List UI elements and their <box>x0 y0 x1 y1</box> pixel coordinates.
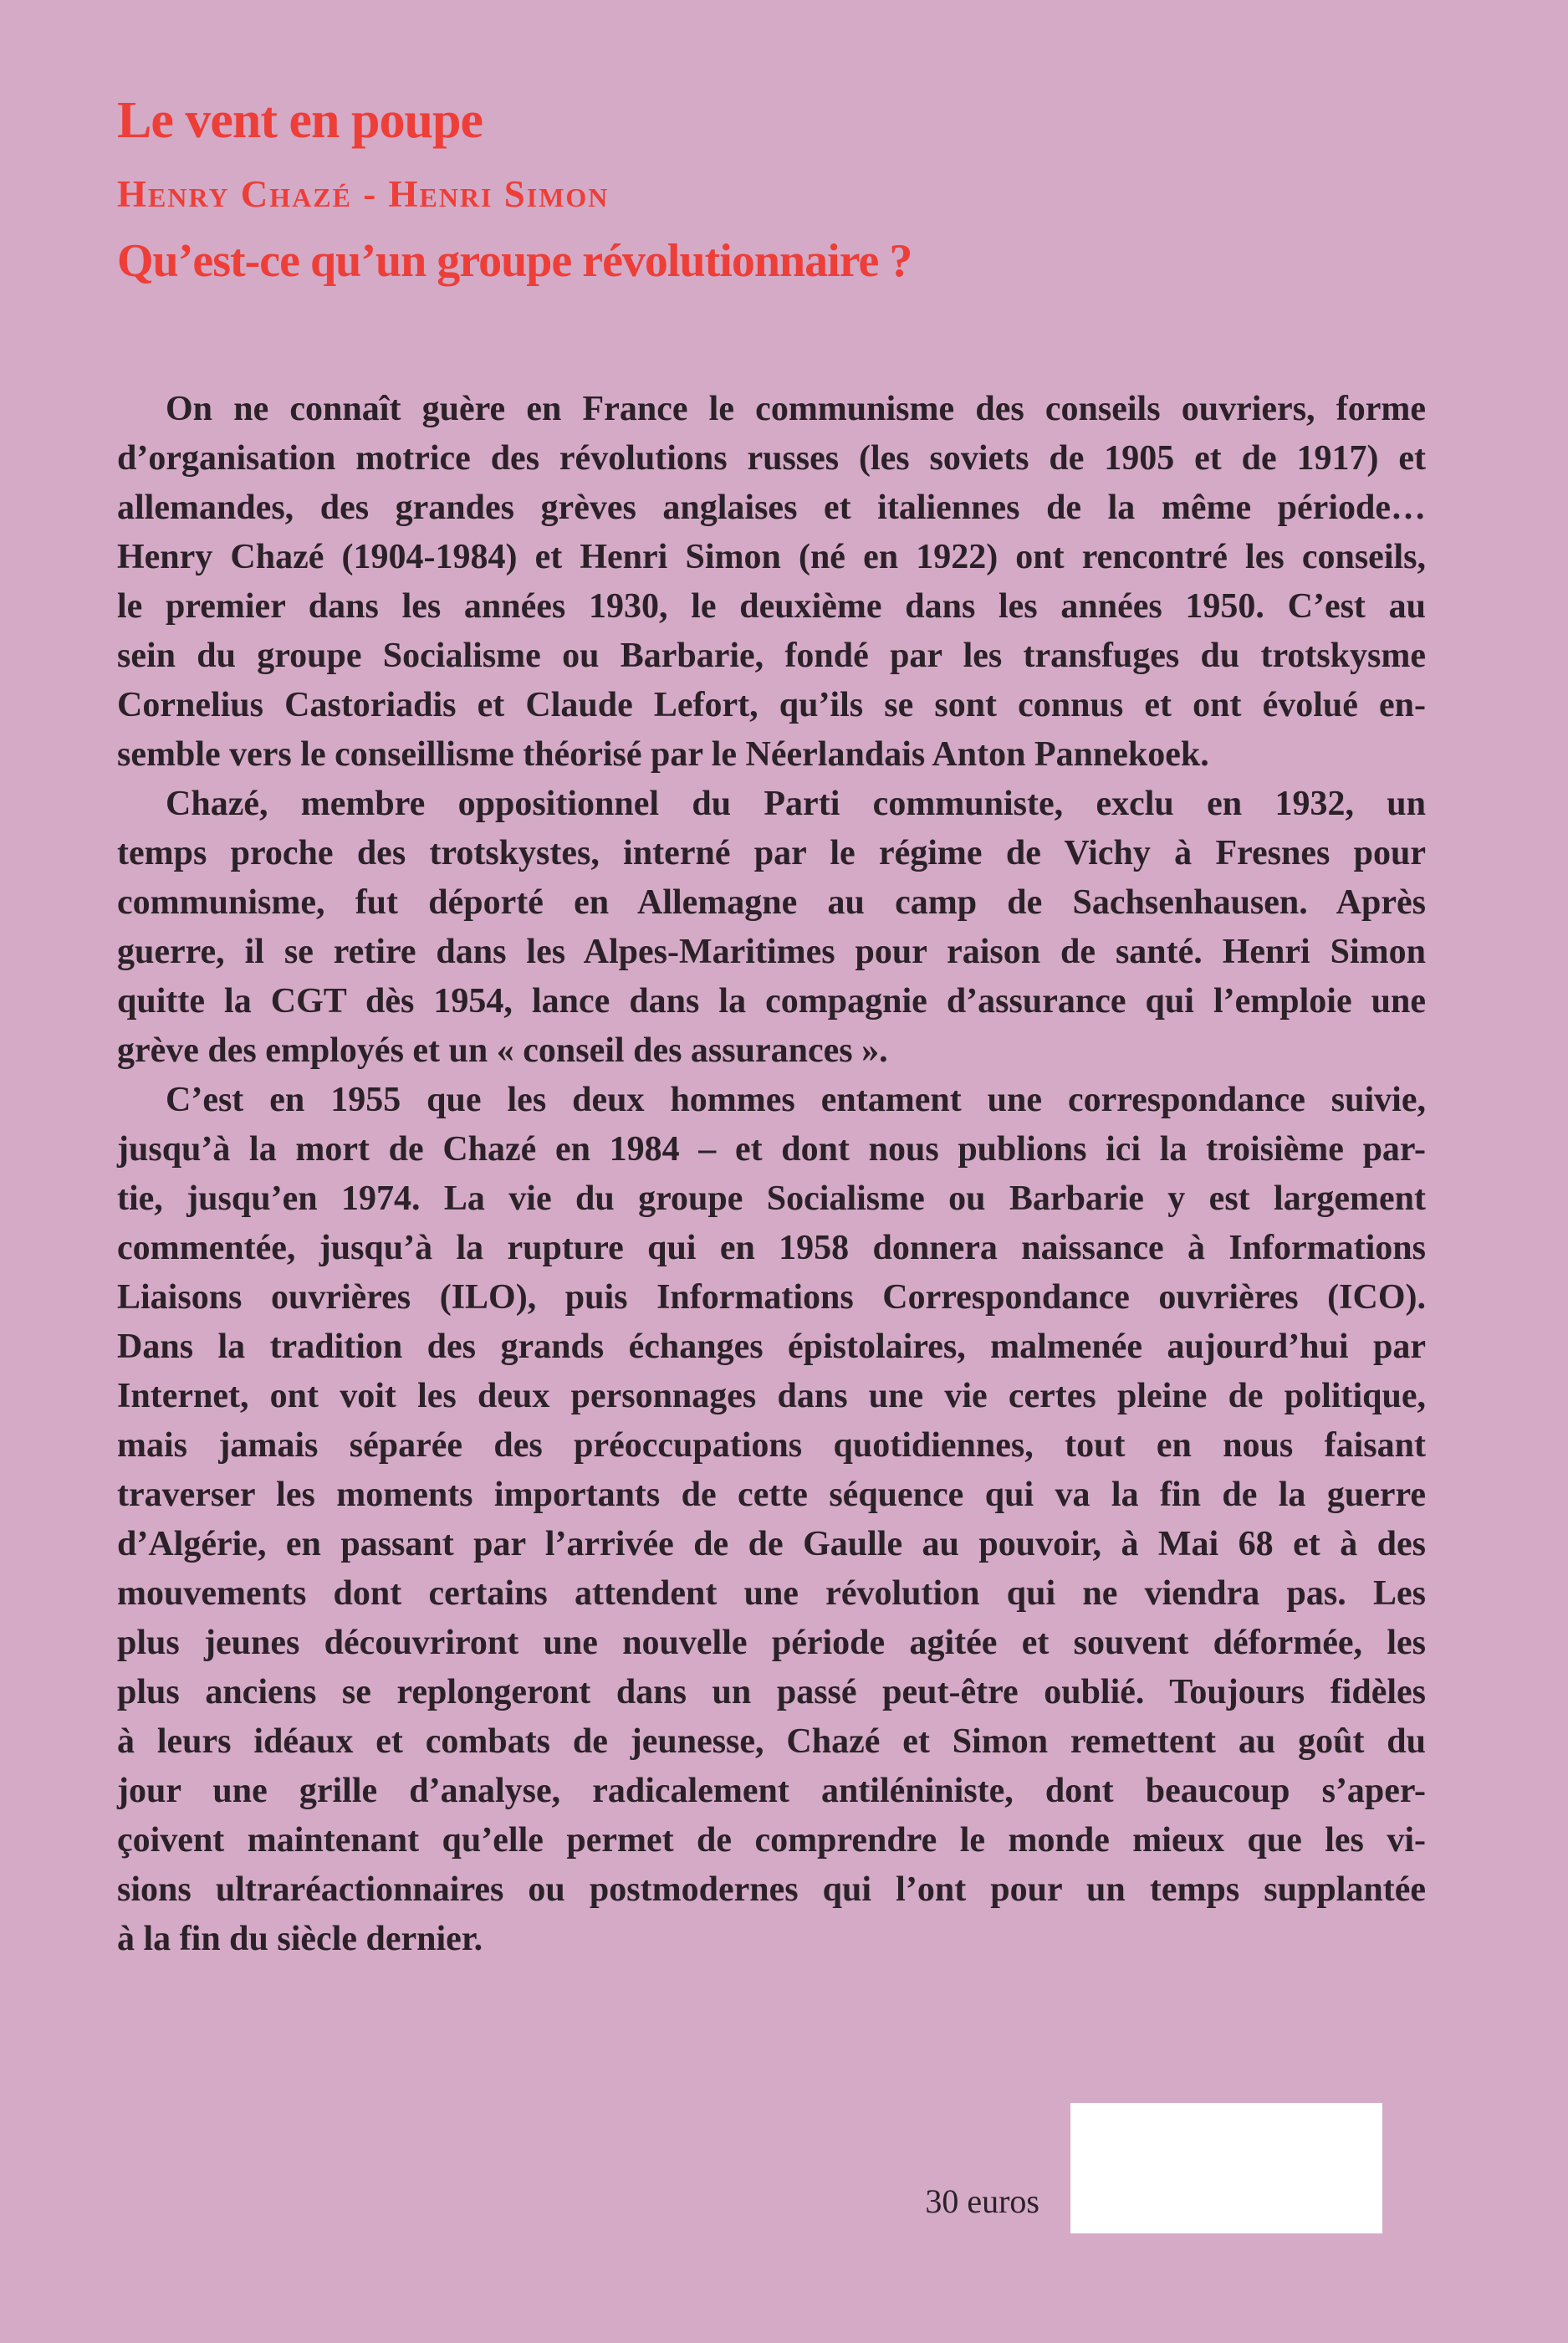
book-title: Le vent en poupe <box>117 92 483 149</box>
body-text-line: Cornelius Castoriadis et Claude Lefort, qu’ils se sont connus et ont évolué en- <box>117 686 1426 724</box>
body-text-line: Chazé, membre oppositionnel du Parti communiste, exclu en 1932, un <box>166 785 1426 823</box>
body-text-line: à la fin du siècle dernier. <box>117 1920 483 1958</box>
body-text-line: allemandes, des grandes grèves anglaises et italiennes de la même période… <box>117 489 1426 527</box>
body-text-line: Dans la tradition des grands échanges épistolaires, malmenée aujourd’hui par <box>117 1328 1426 1366</box>
body-text-line: le premier dans les années 1930, le deuxième dans les années 1950. C’est au <box>117 587 1426 626</box>
body-text-line: traverser les moments importants de cette séquence qui va la fin de la guerre <box>117 1476 1426 1514</box>
body-text-line: Liaisons ouvrières (ILO), puis Informations Correspondance ouvrières (ICO). <box>117 1278 1426 1317</box>
book-subtitle: Qu’est-ce qu’un groupe révolutionnaire ? <box>117 235 912 287</box>
price-label: 30 euros <box>925 2182 1039 2220</box>
body-text-line: temps proche des trotskystes, interné par le régime de Vichy à Fresnes pour <box>117 834 1426 872</box>
body-text-line: çoivent maintenant qu’elle permet de comprendre le monde mieux que les vi- <box>117 1821 1426 1860</box>
body-text-line: d’Algérie, en passant par l’arrivée de de Gaulle au pouvoir, à Mai 68 et à des <box>117 1525 1426 1563</box>
body-text-line: à leurs idéaux et combats de jeunesse, Chazé et Simon remettent au goût du <box>117 1722 1426 1761</box>
book-authors: Henry Chazé - Henri Simon <box>117 173 610 215</box>
body-text-line: mouvements dont certains attendent une révolution qui ne viendra pas. Les <box>117 1574 1426 1613</box>
body-text-line: commentée, jusqu’à la rupture qui en 1958 donnera naissance à Informations <box>117 1229 1426 1267</box>
body-text-line: tie, jusqu’en 1974. La vie du groupe Socialisme ou Barbarie y est largement <box>117 1179 1426 1218</box>
body-text-line: C’est en 1955 que les deux hommes entament une correspondance suivie, <box>166 1081 1426 1119</box>
body-text-line: d’organisation motrice des révolutions russes (les soviets de 1905 et de 1917) et <box>117 439 1426 478</box>
body-text-line: mais jamais séparée des préoccupations quotidiennes, tout en nous faisant <box>117 1426 1426 1465</box>
body-text-line: sein du groupe Socialisme ou Barbarie, fondé par les transfuges du trotskysme <box>117 637 1426 675</box>
body-text-line: communisme, fut déporté en Allemagne au camp de Sachsenhausen. Après <box>117 883 1426 922</box>
body-text-line: sions ultraréactionnaires ou postmodernes qui l’ont pour un temps supplantée <box>117 1870 1426 1909</box>
body-text-line: grève des employés et un « conseil des assurances ». <box>117 1031 888 1070</box>
body-text-line: plus anciens se replongeront dans un passé peut-être oublié. Toujours fidèles <box>117 1673 1426 1711</box>
body-text-line: quitte la CGT dès 1954, lance dans la compagnie d’assurance qui l’emploie une <box>117 982 1426 1021</box>
body-text <box>117 385 1426 1964</box>
body-text-line: On ne connaît guère en France le communisme des conseils ouvriers, forme <box>166 390 1426 428</box>
barcode-placeholder <box>1070 2103 1382 2233</box>
body-text-line: jusqu’à la mort de Chazé en 1984 – et dont nous publions ici la troisième par- <box>117 1130 1426 1169</box>
body-text-line: Henry Chazé (1904-1984) et Henri Simon (né en 1922) ont rencontré les conseils, <box>117 538 1426 576</box>
body-text-line: guerre, il se retire dans les Alpes-Maritimes pour raison de santé. Henri Simon <box>117 933 1426 971</box>
body-text-line: jour une grille d’analyse, radicalement antiléniniste, dont beaucoup s’aper- <box>117 1772 1426 1810</box>
body-text-line: plus jeunes découvriront une nouvelle période agitée et souvent déformée, les <box>117 1624 1426 1662</box>
body-text-line: Internet, ont voit les deux personnages dans une vie certes pleine de politique, <box>117 1377 1426 1415</box>
body-text-line: semble vers le conseillisme théorisé par le Néerlandais Anton Pannekoek. <box>117 735 1209 774</box>
